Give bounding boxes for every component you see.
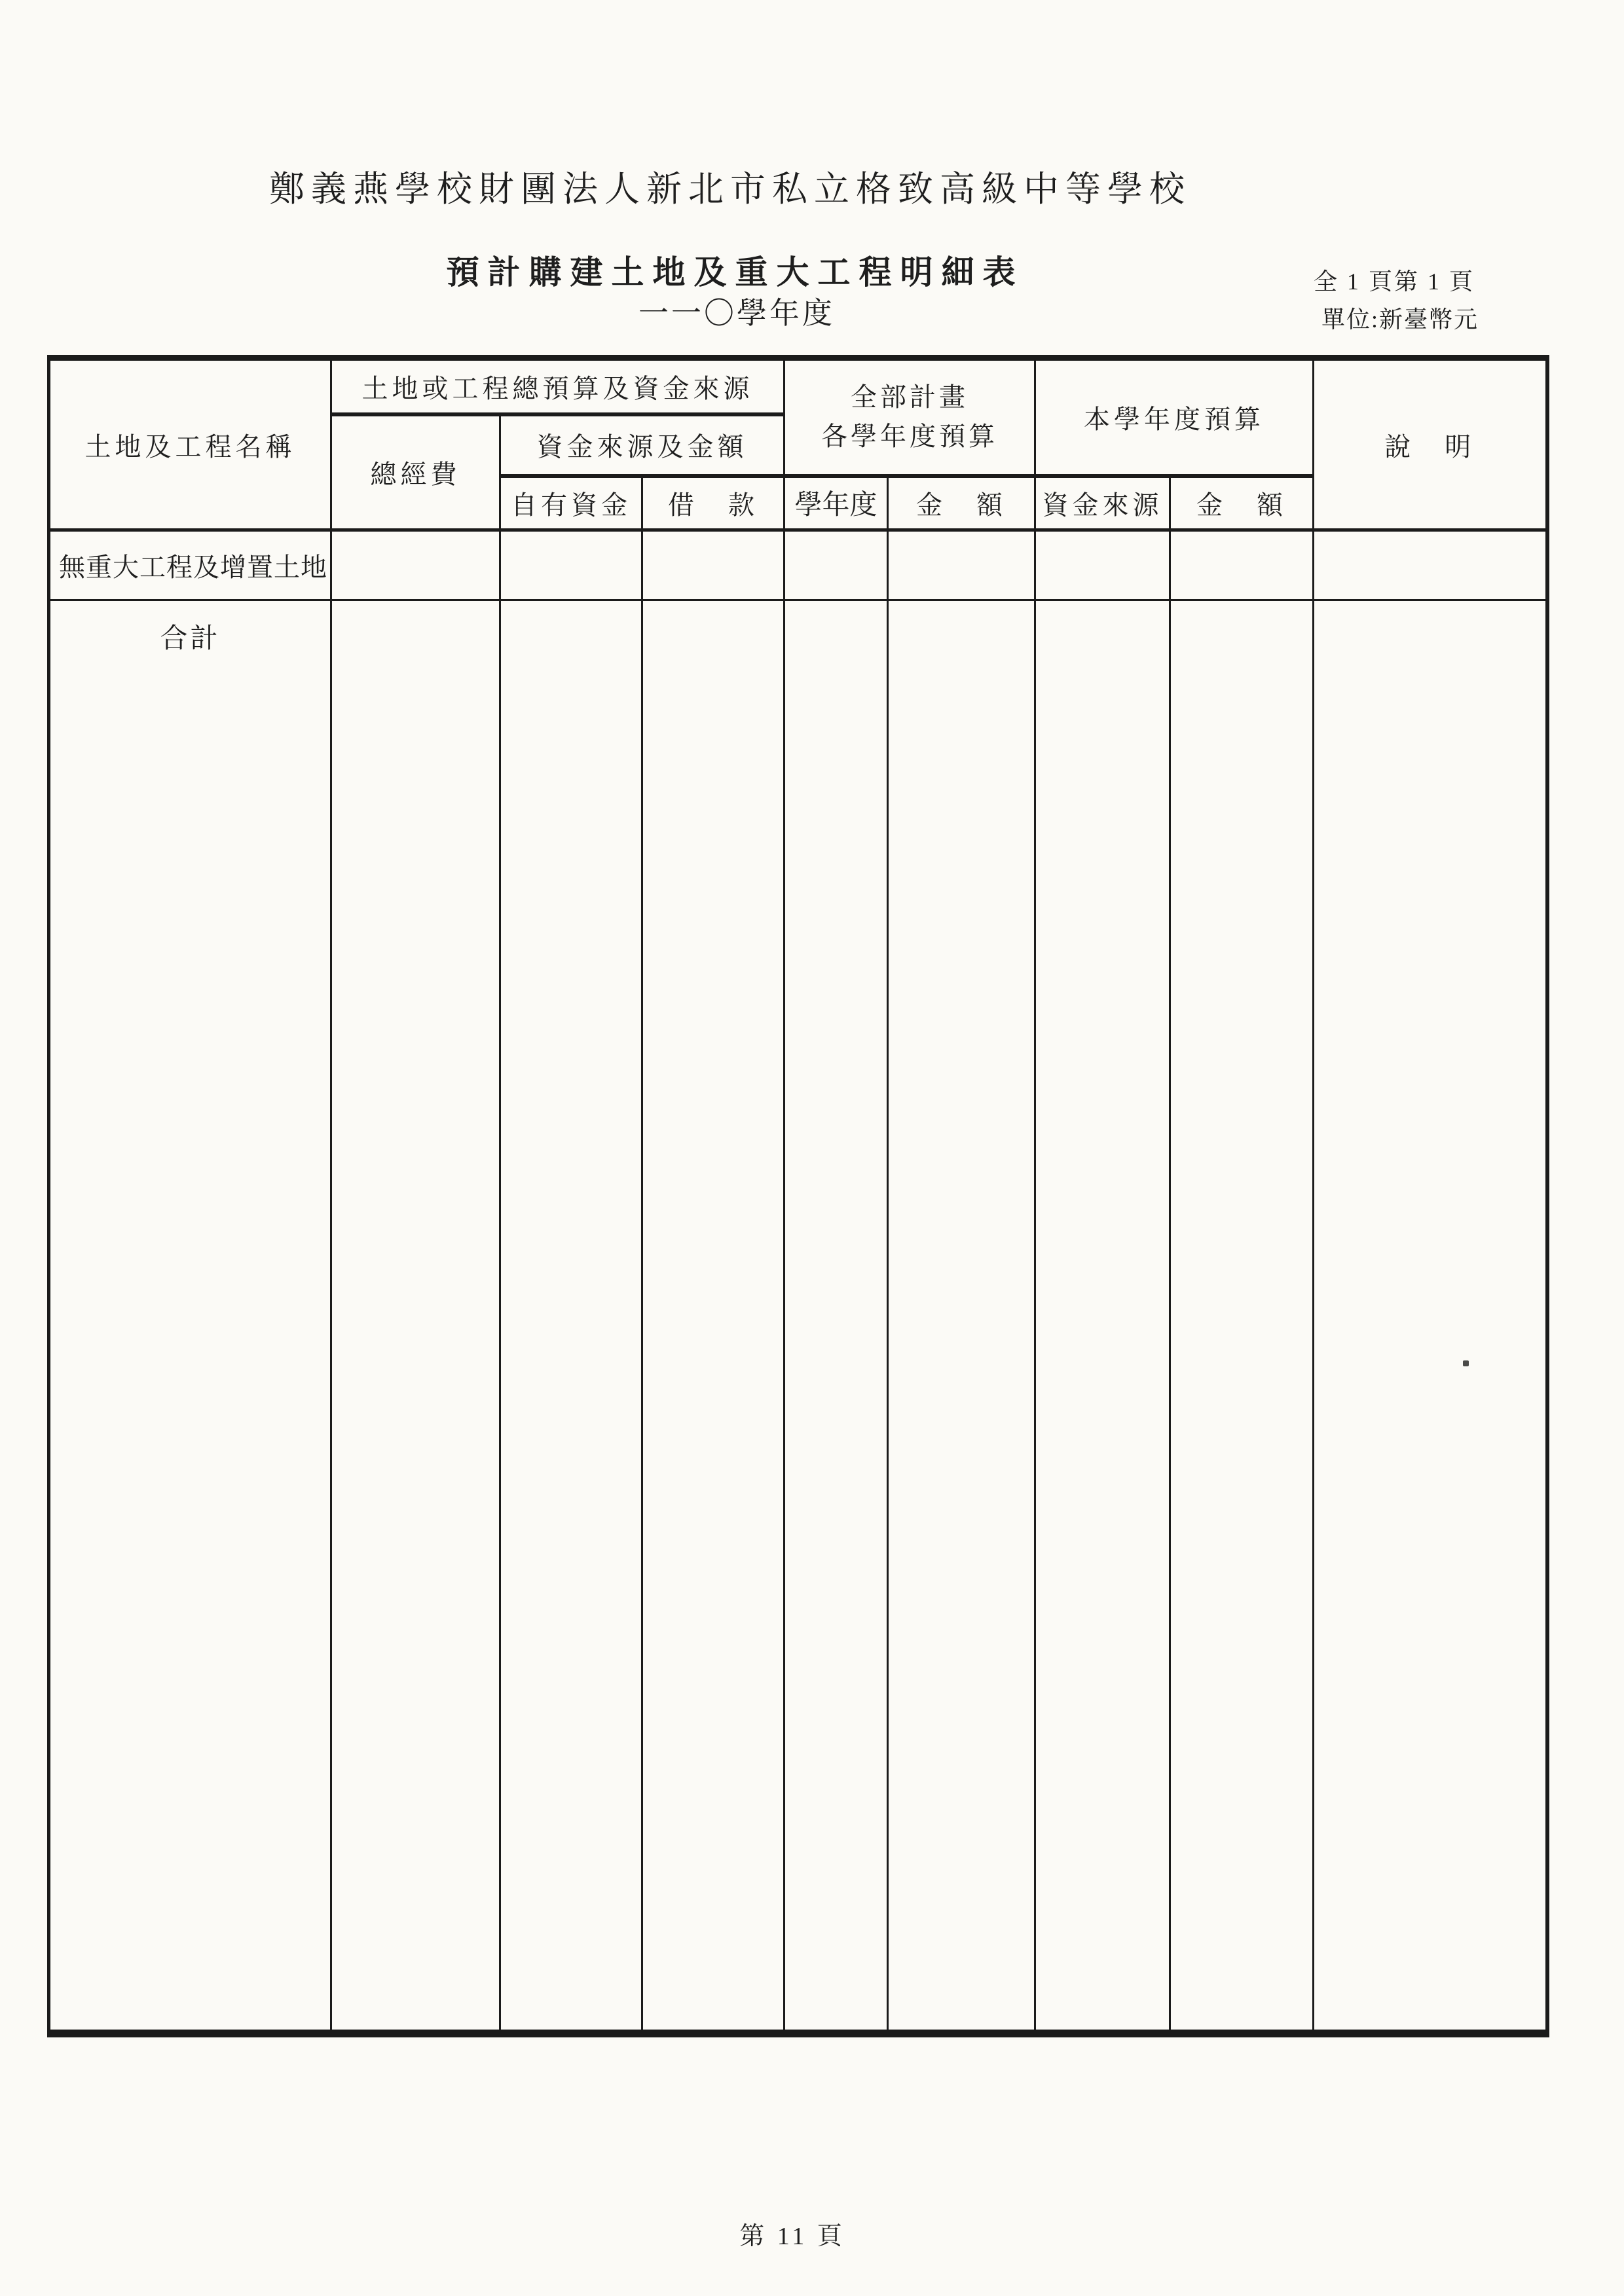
header-row-1 [49, 358, 1547, 414]
table-row-total [49, 600, 1547, 2034]
table-row-no-major-works [49, 530, 1547, 600]
school-name-title: 鄭義燕學校財團法人新北市私立格致高級中等學校 [269, 170, 1191, 209]
empty-cell [1170, 600, 1314, 2034]
col-header-all-plan-group [784, 358, 1035, 476]
col-header-loan: 借 款 [642, 476, 784, 530]
empty-cell [888, 600, 1035, 2034]
empty-cell [1170, 530, 1314, 600]
empty-cell [331, 530, 500, 600]
col-header-funding-group: 資金來源及金額 [500, 414, 784, 476]
empty-cell [1035, 530, 1170, 600]
col-header-funding-source: 資金來源 [1035, 476, 1170, 530]
school-year-subtitle: 一一〇學年度 [638, 297, 835, 330]
footer-page-number: 第 11 頁 [739, 2223, 845, 2250]
row-total-label: 合計 [49, 600, 331, 2034]
scan-speck [1463, 1360, 1469, 1366]
empty-cell [642, 600, 784, 2034]
document-title: 預計購建土地及重大工程明細表 [446, 254, 1024, 291]
page-count-label: 全 1 頁第 1 頁 [1313, 268, 1475, 295]
col-header-own-funds: 自有資金 [500, 476, 642, 530]
empty-cell [1314, 530, 1547, 600]
empty-cell [1314, 600, 1547, 2034]
empty-cell [784, 530, 888, 600]
col-header-all-plan-line2: 各學年度預算 [821, 422, 999, 452]
col-header-total-cost: 總經費 [331, 414, 500, 530]
col-header-school-year: 學年度 [784, 476, 888, 530]
col-header-amount-this-year: 金 額 [1170, 476, 1314, 530]
empty-cell [331, 600, 500, 2034]
col-header-amount-all-plan: 金 額 [888, 476, 1035, 530]
currency-unit-label: 單位:新臺幣元 [1321, 306, 1479, 333]
col-header-all-plan-line1: 全部計畫 [851, 382, 969, 412]
empty-cell [888, 530, 1035, 600]
empty-cell [642, 530, 784, 600]
empty-cell [1035, 600, 1170, 2034]
empty-cell [500, 600, 642, 2034]
col-header-project-name: 土地及工程名稱 [49, 358, 331, 530]
col-header-total-budget-group: 土地或工程總預算及資金來源 [331, 358, 784, 414]
empty-cell [500, 530, 642, 600]
budget-table [47, 355, 1549, 2037]
row-project-name: 無重大工程及增置土地 [49, 530, 331, 600]
empty-cell [784, 600, 888, 2034]
col-header-this-year-group: 本學年度預算 [1035, 358, 1314, 476]
col-header-remarks: 說 明 [1314, 358, 1547, 530]
